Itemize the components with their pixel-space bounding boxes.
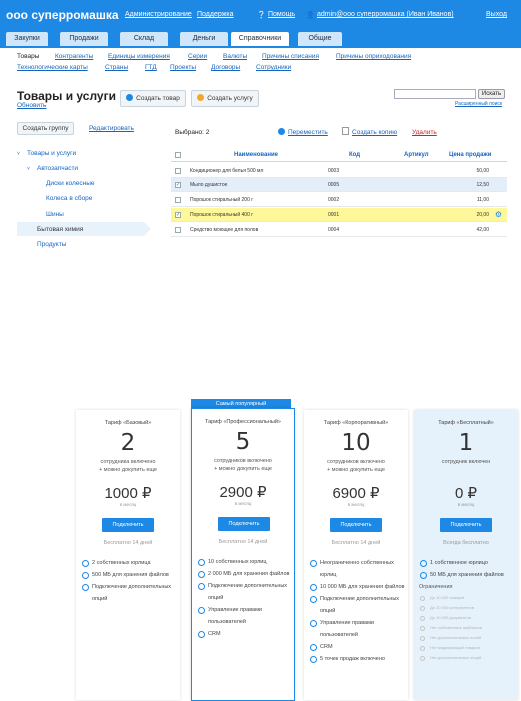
- column-code-header[interactable]: Код: [349, 152, 361, 158]
- feature-item: 1 собственное юрлицо: [419, 557, 515, 569]
- feature-item: 50 МБ для хранения файлов: [419, 569, 515, 581]
- plan-period: в месяц: [457, 502, 475, 507]
- column-price-header[interactable]: Цена продажи: [449, 152, 492, 158]
- tree-item-household-chemicals[interactable]: Бытовая химия: [37, 226, 84, 233]
- plus-circle-icon: [197, 94, 204, 101]
- plan-employee-count: 2: [120, 430, 136, 456]
- submenu-employees[interactable]: Сотрудники: [256, 64, 292, 71]
- tree-item-tires[interactable]: Шины: [46, 211, 64, 218]
- plan-card-professional: [191, 408, 295, 701]
- submenu-units[interactable]: Единицы измерения: [108, 53, 170, 60]
- limit-item: До 10 000 документов: [419, 613, 515, 623]
- plan-features: [197, 556, 293, 640]
- submenu-gtd[interactable]: ГТД: [145, 64, 157, 71]
- limit-item: До 10 000 контрагентов: [419, 603, 515, 613]
- plan-features: [419, 557, 515, 663]
- plan-title: Тариф «Корпоративный»: [323, 420, 389, 426]
- limit-item: Нет модификаций товаров: [419, 643, 515, 653]
- submenu-currencies[interactable]: Валюты: [223, 53, 248, 60]
- tree-item-goods-services[interactable]: Товары и услуги: [27, 150, 77, 157]
- feature-item: Управление правами пользователей: [197, 604, 293, 628]
- support-link[interactable]: Поддержка: [197, 11, 234, 18]
- copy-icon: [342, 127, 349, 135]
- feature-item: 2 000 МБ для хранения файлов: [197, 568, 293, 580]
- feature-item: Подключение дополнительных опций: [309, 593, 405, 617]
- chevron-down-icon[interactable]: ˅: [27, 166, 30, 172]
- submenu-series[interactable]: Серии: [188, 53, 208, 60]
- table-row[interactable]: [171, 193, 507, 207]
- product-price: 12,50: [476, 182, 489, 188]
- tab-sales[interactable]: Продажи: [60, 32, 108, 46]
- help-icon[interactable]: ❔: [257, 12, 266, 19]
- feature-item: Подключение дополнительных опций: [81, 581, 177, 605]
- plan-employees-label: сотрудник включен: [441, 459, 491, 465]
- submenu-projects[interactable]: Проекты: [170, 64, 197, 71]
- plan-employee-count: 5: [235, 429, 251, 455]
- tree-item-wheel-disks[interactable]: Диски колесные: [46, 180, 95, 187]
- plan-employees-label: сотрудников включено: [327, 459, 385, 465]
- table-row[interactable]: [171, 164, 507, 178]
- plan-card-corporate: [304, 410, 408, 700]
- row-checkbox[interactable]: ✓: [176, 212, 181, 218]
- submenu-contracts[interactable]: Договоры: [211, 64, 241, 71]
- product-name: Порошок стиральный 400 г: [190, 212, 254, 218]
- row-checkbox[interactable]: [175, 227, 181, 233]
- column-name-header[interactable]: Наименование: [234, 152, 279, 158]
- limit-item: Нет собственных шаблонов: [419, 623, 515, 633]
- feature-item: CRM: [197, 628, 293, 640]
- product-name: Мыло душистое: [190, 182, 228, 188]
- plan-trial: Всегда бесплатно: [443, 540, 489, 546]
- plan-price: 1000 ₽: [104, 485, 152, 502]
- feature-item: 10 собственных юрлиц: [197, 556, 293, 568]
- top-bar: [0, 0, 521, 30]
- plus-circle-icon: [126, 94, 133, 101]
- company-logo[interactable]: ооо суперромашка: [6, 8, 119, 22]
- search-input[interactable]: [394, 89, 476, 99]
- popular-tag: Самый популярный: [191, 399, 291, 410]
- plan-card-free: [414, 410, 518, 700]
- plan-title: Тариф «Профессиональный»: [205, 419, 281, 425]
- plan-trial: Бесплатно 14 дней: [331, 540, 381, 546]
- tab-warehouse[interactable]: Склад: [120, 32, 168, 46]
- logout-link[interactable]: Выход: [486, 11, 507, 18]
- plan-employee-count: 10: [341, 430, 371, 456]
- submenu-tech-cards[interactable]: Технологические карты: [17, 64, 88, 71]
- limit-item: До 10 000 товаров: [419, 593, 515, 603]
- connect-button[interactable]: Подключить: [330, 518, 382, 532]
- row-checkbox[interactable]: [175, 197, 181, 203]
- feature-item: 10 000 МБ для хранения файлов: [309, 581, 405, 593]
- tab-references[interactable]: Справочники: [231, 32, 289, 46]
- plan-extra-label: + можно докупить еще: [214, 466, 272, 472]
- product-name: Средство моющее для полов: [190, 227, 259, 233]
- plan-price: 0 ₽: [454, 485, 478, 502]
- product-code: 0002: [328, 197, 340, 203]
- connect-button[interactable]: Подключить: [102, 518, 154, 532]
- select-all-checkbox[interactable]: [175, 152, 181, 158]
- limits-title: Ограничения: [419, 584, 453, 590]
- plan-features: [309, 557, 405, 665]
- product-price: 20,00: [476, 212, 489, 218]
- plan-period: в месяц: [234, 501, 252, 506]
- product-name: Кондиционер для белья 500 мл: [190, 168, 264, 174]
- advanced-search-link[interactable]: Расширенный поиск: [455, 101, 503, 107]
- column-article-header[interactable]: Артикул: [404, 152, 429, 158]
- submenu-receipt-reasons[interactable]: Причины оприходования: [336, 53, 412, 60]
- submenu-writeoff-reasons[interactable]: Причины списания: [262, 53, 320, 60]
- table-row[interactable]: [171, 223, 507, 237]
- plan-price: 2900 ₽: [219, 484, 267, 501]
- plan-extra-label: + можно докупить еще: [99, 467, 157, 473]
- user-account-link[interactable]: admin@ооо суперромашка (Иван Иванов): [317, 11, 454, 18]
- plan-price: 6900 ₽: [332, 485, 380, 502]
- plan-title: Тариф «Базовый»: [104, 420, 152, 426]
- tab-general[interactable]: Общие: [298, 32, 342, 46]
- plan-features: [81, 557, 177, 605]
- row-checkbox[interactable]: ✓: [176, 182, 181, 188]
- plan-trial: Бесплатно 14 дней: [218, 539, 268, 545]
- submenu-products[interactable]: Товары: [17, 53, 40, 60]
- create-service-button[interactable]: Создать услугу: [191, 90, 259, 107]
- plan-card-basic: [76, 410, 180, 700]
- user-icon: 👤: [306, 12, 315, 19]
- connect-button[interactable]: Подключить: [440, 518, 492, 532]
- create-product-button[interactable]: Создать товар: [120, 90, 186, 107]
- selected-count: Выбрано: 2: [175, 129, 210, 136]
- product-code: 0003: [328, 168, 340, 174]
- move-icon: [278, 128, 285, 135]
- tree-item-wheels[interactable]: Колеса в сборе: [46, 195, 93, 202]
- tree-item-autoparts[interactable]: Автозапчасти: [37, 165, 79, 172]
- submenu-countries[interactable]: Страны: [105, 64, 129, 71]
- delete-link[interactable]: Удалить: [412, 129, 437, 136]
- search-button[interactable]: Искать: [478, 89, 505, 99]
- page-title: Товары и услуги: [17, 89, 116, 103]
- row-checkbox[interactable]: [175, 168, 181, 174]
- product-name: Порошок стиральный 200 г: [190, 197, 254, 203]
- submenu-counterparties[interactable]: Контрагенты: [55, 53, 94, 60]
- product-code: 0004: [328, 227, 340, 233]
- table-row[interactable]: [171, 178, 507, 192]
- main-tabs: [0, 30, 521, 48]
- tree-item-food[interactable]: Продукты: [37, 241, 67, 248]
- table-row[interactable]: [171, 208, 507, 222]
- feature-item: Подключение дополнительных опций: [197, 580, 293, 604]
- edit-group-link[interactable]: Редактировать: [89, 125, 134, 132]
- plan-title: Тариф «Бесплатный»: [438, 420, 494, 426]
- limit-item: Нет дополнительных полей: [419, 633, 515, 643]
- product-price: 11,00: [476, 197, 489, 203]
- feature-item: 2 собственных юрлица: [81, 557, 177, 569]
- plan-employees-label: сотрудников включено: [214, 458, 272, 464]
- admin-link[interactable]: Администрирование: [125, 11, 192, 18]
- create-group-button[interactable]: Создать группу: [17, 122, 74, 135]
- product-code: 0005: [328, 182, 340, 188]
- refresh-link[interactable]: Обновить: [17, 102, 47, 109]
- tab-purchases[interactable]: Закупки: [6, 32, 48, 46]
- plan-extra-label: + можно докупить еще: [327, 467, 385, 473]
- plan-trial: Бесплатно 14 дней: [103, 540, 153, 546]
- product-price: 42,00: [476, 227, 489, 233]
- feature-item: CRM: [309, 641, 405, 653]
- tab-money[interactable]: Деньги: [180, 32, 228, 46]
- feature-item: Управление правами пользователей: [309, 617, 405, 641]
- move-link[interactable]: Переместить: [288, 129, 328, 136]
- feature-item: 5 точек продаж включено: [309, 653, 405, 665]
- gear-icon[interactable]: ⚙: [494, 210, 502, 219]
- product-price: 50,00: [476, 168, 489, 174]
- plan-period: в месяц: [119, 502, 137, 507]
- feature-item: 500 МБ для хранения файлов: [81, 569, 177, 581]
- connect-button[interactable]: Подключить: [218, 517, 270, 531]
- feature-item: Неограниченно собственных юрлиц: [309, 557, 405, 581]
- limit-item: Нет дополнительных опций: [419, 653, 515, 663]
- copy-link[interactable]: Создать копию: [352, 129, 398, 136]
- plan-employee-count: 1: [458, 430, 474, 456]
- chevron-down-icon[interactable]: ˅: [17, 151, 20, 157]
- plan-period: в месяц: [347, 502, 365, 507]
- help-link[interactable]: Помощь: [268, 11, 296, 18]
- plan-employees-label: сотрудника включено: [100, 459, 156, 465]
- product-code: 0001: [328, 212, 340, 218]
